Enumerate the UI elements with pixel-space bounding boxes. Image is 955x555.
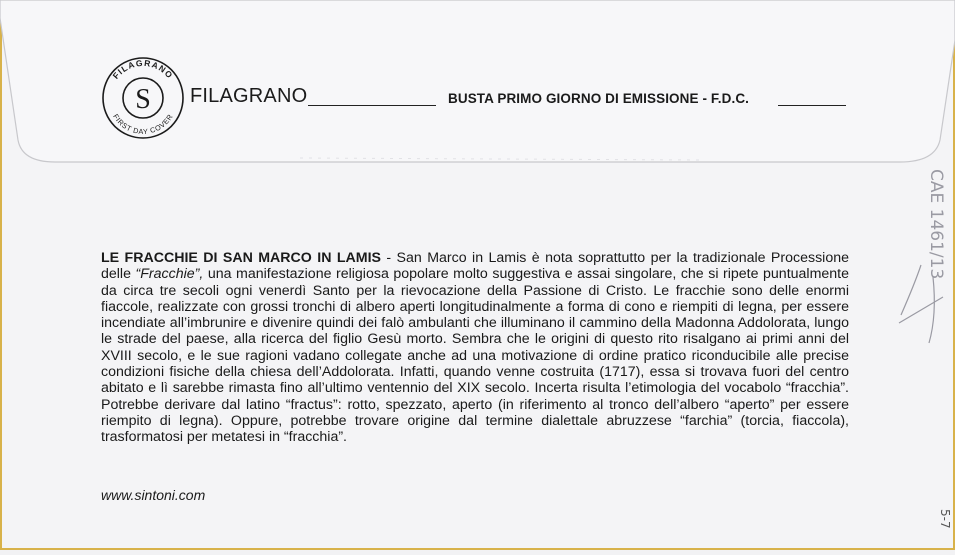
brand-underline [308, 105, 436, 106]
article-emphasis: “Fracchie”, [135, 266, 204, 283]
fdc-underline [778, 105, 846, 106]
article-body: una manifestazione religiosa popolare molto suggestiva e assai singolare, che si ripete puntualmente da circa tre secoli ogni venerdì Santo per la rievocazione della Passione di Cristo. Le fracchie sono delle enormi fiaccole, realizzate con grossi tronchi di albero aperti longitudinalmente a forma di cono e riempiti di legna, per essere incendiate all’imbrunire e divenire quindi dei falò ambulanti che illuminano il cammino della Madonna Addolorata, lungo le strade del paese, alla ricerca del figlio Gesù morto. Sembra che le origini di questo rito risalgano ai primi anni del XVIII secolo, e le sue ragioni vadano collegate anche ad una motivazione di ordine pratico riconducibile alle precise condizioni fisiche della chiesa dell’Addolorata. Infatti, quando venne costruita (1717), essa si trovava fuori del centro abitato e lì sarebbe rimasta fino all’ultimo ventennio del XIX secolo. Incerta risulta l’etimologia del vocabolo “fracchia”. Potrebbe derivare dal latino “fractus”: rotto, spezzato, aperto (in riferimento al tronco dell’albero “aperto” per essere riempito di legna). Oppure, potrebbe trovare origine dal termine dialettale abruzzese “farchia” (torcia, fiaccola), trasformatosi per metatesi in “fracchia”. [101, 266, 850, 446]
logo-letter: S [135, 84, 151, 115]
side-note-text: CAE 1461/13 [926, 169, 946, 280]
article-text [101, 250, 849, 446]
handwritten-side-note [893, 165, 953, 355]
header-row [190, 85, 870, 109]
article-heading: LE FRACCHIE DI SAN MARCO IN LAMIS [101, 250, 381, 266]
handwritten-corner-note [935, 503, 955, 550]
filagrano-logo [101, 56, 185, 140]
website-text: www.sintoni.com [101, 487, 206, 503]
brand-name: FILAGRANO [190, 85, 308, 107]
logo-arc-bottom-text: FIRST DAY COVER [111, 112, 175, 137]
corner-note-text: 5-7 [938, 509, 952, 529]
logo-arc-top-text: FILAGRANO [110, 57, 176, 81]
svg-text:FIRST DAY COVER [111, 112, 175, 136]
fdc-label: BUSTA PRIMO GIORNO DI EMISSIONE - F.D.C. [448, 91, 750, 106]
article-intro: - San Marco in Lamis è nota soprattutto per la tradizionale Processione delle [101, 250, 850, 283]
